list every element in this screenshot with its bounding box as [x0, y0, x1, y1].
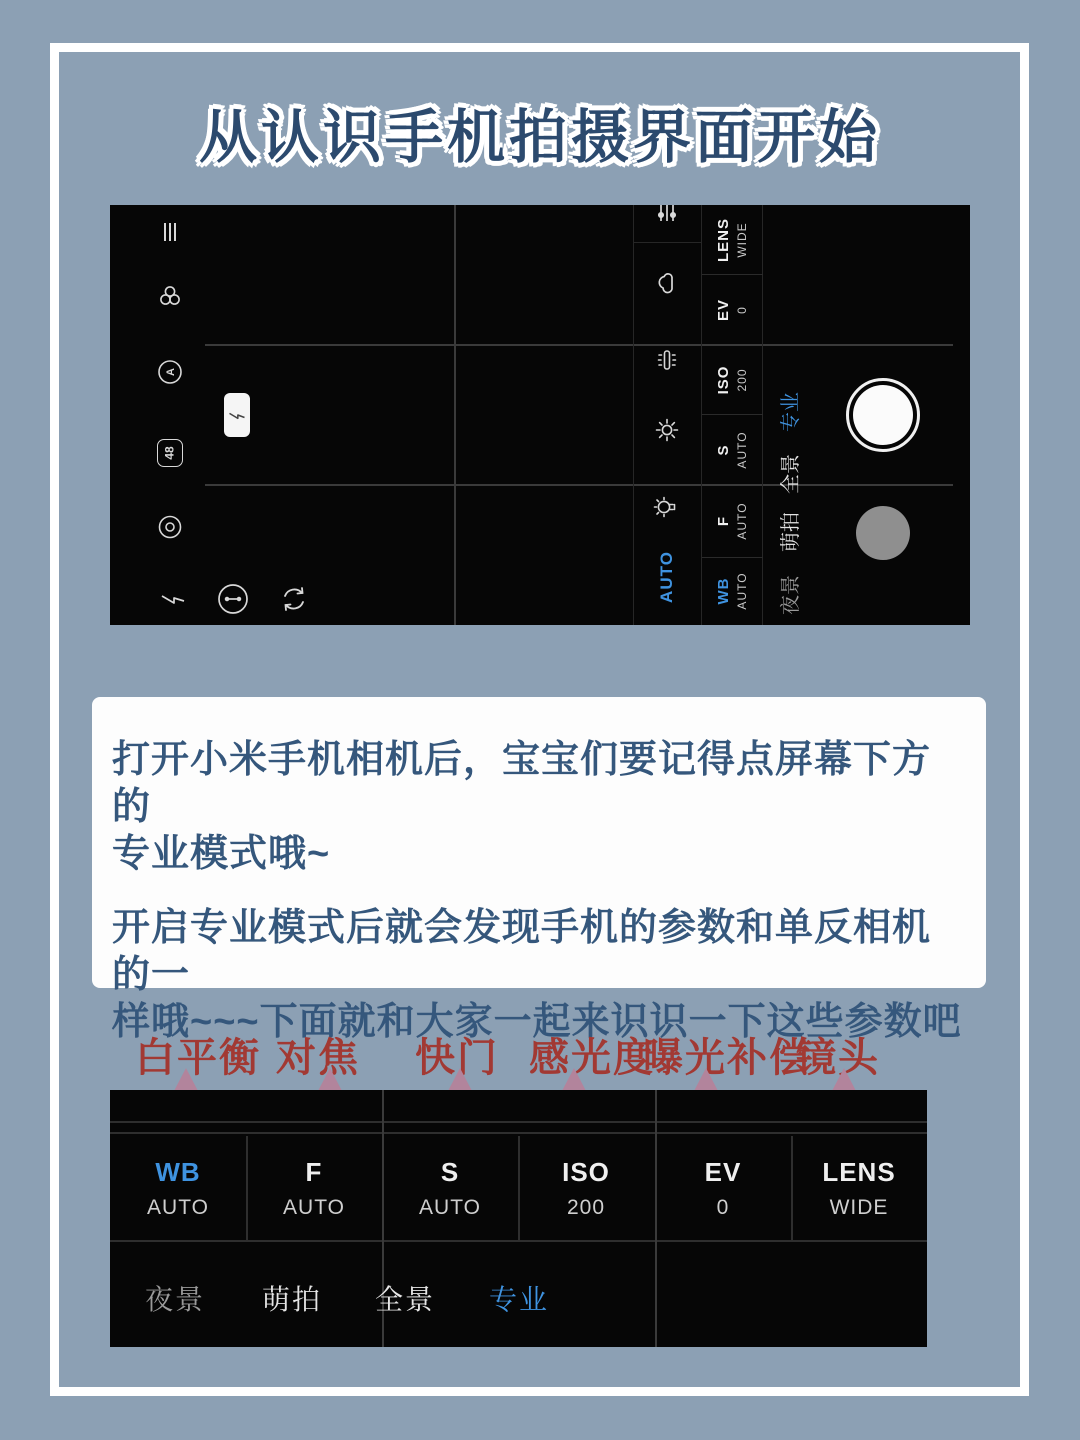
annotation-lens: 镜头	[796, 1036, 880, 1080]
param-wb[interactable]: WB AUTO	[147, 1156, 209, 1219]
annotation-ev: 曝光补偿	[643, 1036, 811, 1080]
flash-icon[interactable]	[160, 585, 186, 611]
mode-pro[interactable]: 专业	[488, 1284, 550, 1315]
beauty-icon[interactable]	[216, 582, 250, 616]
param-focus[interactable]: F AUTO	[283, 1156, 345, 1219]
grid-line-horizontal	[205, 484, 953, 486]
strip-divider	[110, 1132, 927, 1134]
param-ev[interactable]: EV 0	[715, 299, 749, 322]
switch-camera-icon[interactable]	[278, 583, 310, 615]
shutter-button-inner	[853, 385, 913, 445]
param-iso[interactable]: ISO 200	[715, 365, 749, 395]
annotation-white-balance: 白平衡	[135, 1036, 261, 1080]
description-line: 打开小米手机相机后，宝宝们要记得点屏幕下方的	[112, 739, 932, 828]
wb-popup-divider	[633, 242, 701, 243]
annotation-focus: 对焦	[276, 1036, 360, 1080]
param-shutter[interactable]: S AUTO	[715, 431, 749, 469]
macro-icon[interactable]	[157, 514, 183, 540]
filters-icon[interactable]	[157, 283, 183, 309]
mode-panorama[interactable]: 全景	[780, 454, 802, 494]
param-lens[interactable]: LENS WIDE	[715, 218, 749, 263]
description-line: 开启专业模式后就会发现手机的参数和单反相机的一	[112, 907, 932, 996]
grid-line-horizontal	[205, 344, 953, 346]
param-iso[interactable]: ISO 200	[562, 1156, 610, 1219]
param-panel-border	[762, 205, 763, 625]
param-shutter[interactable]: S AUTO	[419, 1156, 481, 1219]
svg-text:A: A	[165, 368, 177, 376]
daylight-icon[interactable]	[654, 417, 680, 443]
param-ev[interactable]: EV 0	[704, 1156, 742, 1219]
gallery-thumbnail-button[interactable]	[856, 506, 910, 560]
param-wb[interactable]: WB AUTO	[715, 572, 749, 610]
page-title: 从认识手机拍摄界面开始	[198, 105, 881, 170]
custom-wb-sliders-icon[interactable]	[654, 205, 680, 225]
annotation-shutter: 快门	[415, 1036, 499, 1080]
param-focus[interactable]: F AUTO	[715, 502, 749, 540]
description-box	[92, 697, 986, 1043]
mode-cute[interactable]: 萌拍	[780, 512, 802, 552]
48mp-icon[interactable]: 48	[157, 439, 183, 467]
ai-mode-icon[interactable]	[157, 359, 183, 385]
fluorescent-icon[interactable]	[654, 347, 680, 373]
incandescent-icon[interactable]	[653, 493, 681, 521]
shutter-button[interactable]	[846, 378, 920, 452]
grid-line-vertical	[454, 205, 456, 625]
annotation-iso: 感光度	[529, 1036, 655, 1080]
strip-divider	[110, 1240, 927, 1242]
strip-divider	[110, 1121, 927, 1123]
description-line: 样哦~~~下面就和大家一起来识识一下这些参数吧	[112, 1001, 962, 1043]
mode-cute[interactable]: 萌拍	[261, 1284, 323, 1315]
mode-night[interactable]: 夜景	[780, 575, 802, 615]
description-line: 专业模式哦~	[112, 833, 331, 875]
cloudy-icon[interactable]	[653, 269, 681, 297]
mode-night[interactable]: 夜景	[144, 1284, 206, 1315]
mode-pro[interactable]: 专业	[780, 392, 802, 432]
flash-indicator	[224, 393, 250, 437]
menu-icon[interactable]	[157, 219, 183, 245]
camera-screenshot	[110, 205, 970, 625]
param-lens[interactable]: LENS WIDE	[822, 1156, 896, 1219]
mode-panorama[interactable]: 全景	[374, 1284, 436, 1315]
wb-auto-option[interactable]: AUTO	[657, 551, 676, 603]
wb-popup-border	[633, 205, 634, 625]
